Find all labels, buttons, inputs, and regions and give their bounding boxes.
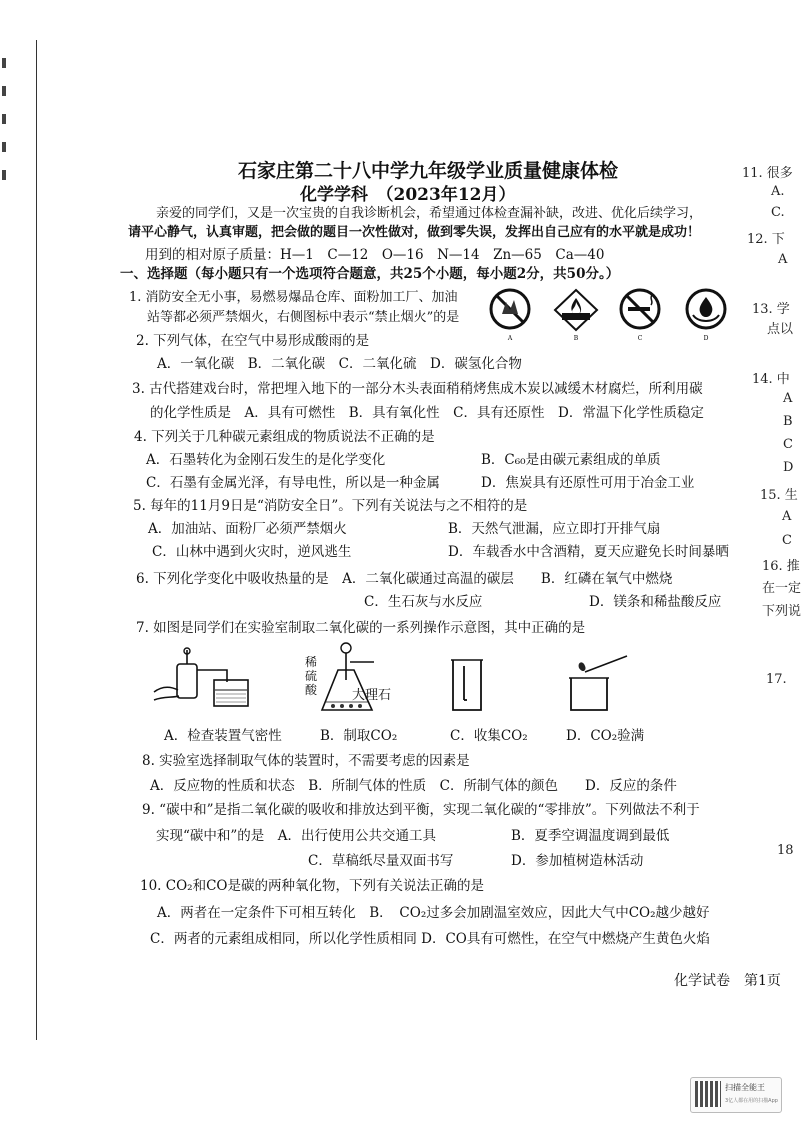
exam-subtitle: 化学学科 （2023年12月） (300, 185, 516, 205)
q7-option-d: D．CO₂验满 (566, 728, 645, 744)
q7-option-b: B．制取CO₂ (320, 728, 398, 744)
q7-figure-a (152, 642, 262, 716)
edge-fragment: 18 (777, 843, 794, 858)
q3-line-1: 3. 古代搭建戏台时，常把埋入地下的一部分木头表面稍稍烤焦成木炭以减缓木材腐烂，所利用碳 (132, 381, 703, 397)
q9-line-2a: 实现“碳中和”的是 A．出行使用公共交通工具 (156, 828, 437, 844)
intro-line-2: 请平心静气，认真审题，把会做的题目一次性做对，做到零失误，发挥出自己应有的水平就是成功！ (128, 225, 701, 240)
q6-line-1: 6. 下列化学变化中吸收热量的是 A．二氧化碳通过高温的碳层 B．红磷在氧气中燃烧 (136, 571, 673, 587)
q6-option-c: C．生石灰与水反应 (364, 594, 483, 610)
binding-marks (0, 40, 10, 300)
no-smoking-icon (618, 288, 662, 344)
q7-option-a: A．检查装置气密性 (164, 728, 282, 744)
water-saving-icon (684, 288, 728, 344)
q4-option-b: B．C₆₀是由碳元素组成的单质 (481, 452, 661, 468)
q5-option-b: B．天然气泄漏，应立即打开排气扇 (448, 521, 661, 537)
q9-option-d: D．参加植树造林活动 (511, 853, 644, 869)
edge-fragment: 16. 推 (762, 559, 800, 574)
edge-fragment: B (783, 414, 793, 429)
q6-option-d: D．镁条和稀盐酸反应 (589, 594, 722, 610)
co2-full-check-diagram (561, 648, 631, 714)
q1-icon-b (552, 288, 600, 348)
q10-line-1: A．两者在一定条件下可相互转化 B． CO₂过多会加剧温室效应，因此大气中CO₂越少越好 (157, 905, 710, 921)
q1-icon-a (488, 288, 532, 348)
q7-figure-d (561, 648, 631, 718)
edge-fragment: A (782, 509, 792, 524)
svg-text:C: C (637, 335, 643, 342)
q10-line-2: C．两者的元素组成相同，所以化学性质相同 D．CO具有可燃性，在空气中燃烧产生黄色火焰 (150, 931, 710, 947)
edge-fragment: 13. 学 (752, 302, 790, 317)
gas-collection-diagram (447, 656, 487, 716)
section-heading: 一、选择题（每小题只有一个选项符合题意，共25个小题，每小题2分，共50分。） (120, 266, 620, 282)
edge-fragment: C (782, 533, 792, 548)
q4-option-d: D．焦炭具有还原性可用于冶金工业 (481, 475, 695, 491)
edge-fragment: A (778, 252, 788, 267)
q8-stem: 8. 实验室选择制取气体的装置时，不需要考虑的因素是 (142, 753, 470, 769)
q9-line-1: 9. “碳中和”是指二氧化碳的吸收和排放达到平衡，实现二氧化碳的“零排放”。下列做法不利于 (142, 802, 700, 818)
q7-figure-b (318, 640, 378, 722)
q4-option-a: A．石墨转化为金刚石发生的是化学变化 (146, 452, 386, 468)
q5-option-d: D．车载香水中含酒精，夏天应避免长时间暴晒 (448, 544, 729, 560)
q2-options: A．一氧化碳 B．二氧化碳 C．二氧化硫 D．碳氢化合物 (157, 356, 522, 372)
edge-fragment: C (783, 437, 793, 452)
edge-fragment: A (783, 391, 793, 406)
edge-fragment: 17. (766, 672, 787, 687)
binding-line (36, 40, 37, 1040)
marble-label: 大理石 (352, 688, 392, 703)
edge-fragment: 14. 中 (752, 372, 790, 387)
qr-code-icon (695, 1081, 721, 1107)
q1-line-1: 1. 消防安全无小事，易燃易爆品仓库、面粉加工厂、加油 (129, 290, 458, 305)
explosive-warning-icon (488, 288, 532, 344)
edge-fragment: 点以 (767, 322, 794, 337)
q3-line-2: 的化学性质是 A．具有可燃性 B．具有氧化性 C．具有还原性 D．常温下化学性质稳定 (150, 405, 704, 421)
airtightness-check-diagram (152, 642, 262, 712)
svg-text:D: D (703, 335, 709, 342)
edge-fragment: 12. 下 (747, 232, 785, 247)
watermark-label: 扫描全能王 (725, 1083, 765, 1092)
q4-stem: 4. 下列关于几种碳元素组成的物质说法不正确的是 (134, 429, 435, 445)
q9-option-c: C．草稿纸尽量双面书写 (308, 853, 454, 869)
q7-stem: 7. 如图是同学们在实验室制取二氧化碳的一系列操作示意图，其中正确的是 (136, 620, 586, 636)
edge-fragment: A. (771, 184, 785, 199)
q1-icon-d (684, 288, 728, 348)
q5-stem: 5. 每年的11月9日是“消防安全日”。下列有关说法与之不相符的是 (133, 498, 528, 514)
intro-line-1: 亲爱的同学们，又是一次宝贵的自我诊断机会，希望通过体检查漏补缺，改进、优化后续学习， (156, 206, 703, 221)
edge-fragment: 在一定 (762, 581, 801, 596)
flammable-diamond-icon (552, 288, 600, 344)
q7-figure-c (447, 656, 487, 720)
co2-generator-diagram (318, 640, 378, 718)
edge-fragment: D (783, 460, 794, 475)
page-footer: 化学试卷 第1页 (674, 973, 781, 989)
acid-label: 稀硫酸 (305, 655, 318, 697)
watermark-sub: 3亿人都在用的扫描App (725, 1098, 778, 1104)
q1-line-2: 站等都必须严禁烟火，右侧图标中表示“禁止烟火”的是 (147, 310, 460, 325)
q5-option-a: A．加油站、面粉厂必须严禁烟火 (148, 521, 347, 537)
edge-fragment: 15. 生 (760, 488, 798, 503)
scanner-watermark (690, 1077, 782, 1113)
exam-title: 石家庄第二十八中学九年级学业质量健康体检 (238, 160, 619, 182)
q9-option-b: B．夏季空调温度调到最低 (511, 828, 670, 844)
edge-fragment: 下列说 (762, 604, 801, 619)
svg-text:B: B (573, 335, 579, 342)
q5-option-c: C．山林中遇到火灾时，逆风逃生 (152, 544, 352, 560)
svg-text:A: A (507, 335, 513, 342)
edge-fragment: C. (771, 205, 785, 220)
edge-fragment: 11. 很多 (742, 166, 793, 181)
q10-stem: 10. CO₂和CO是碳的两种氧化物，下列有关说法正确的是 (140, 878, 484, 894)
q8-options: A．反应物的性质和状态 B．所制气体的性质 C．所制气体的颜色 D．反应的条件 (150, 778, 677, 794)
q4-option-c: C．石墨有金属光泽，有导电性，所以是一种金属 (146, 475, 440, 491)
atomic-masses: 用到的相对原子质量：H—1 C—12 O—16 N—14 Zn—65 Ca—40 (145, 247, 605, 263)
q7-option-c: C．收集CO₂ (450, 728, 528, 744)
q2-stem: 2. 下列气体，在空气中易形成酸雨的是 (136, 333, 370, 349)
q1-icon-c (618, 288, 662, 348)
